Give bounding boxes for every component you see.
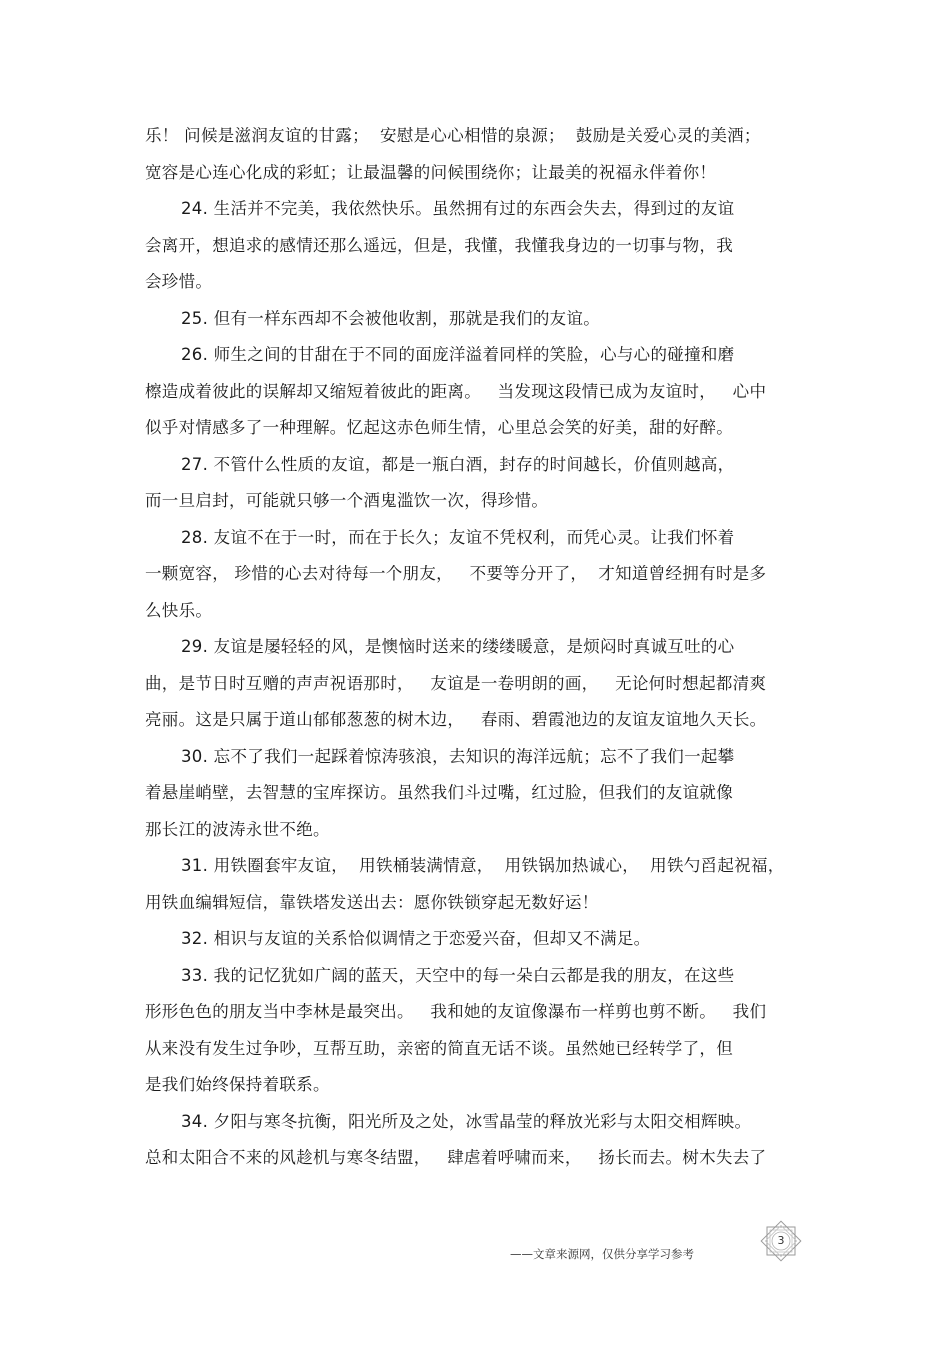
text-line: 形形色色的朋友当中李林是最突出。 我和她的友谊像瀑布一样剪也剪不断。 我们 [145,1002,767,1021]
text-line: 是我们始终保持着联系。 [145,1075,330,1094]
text-line: 么快乐。 [145,600,213,620]
text-line: 从来没有发生过争吵，互帮互助，亲密的简直无话不谈。虽然她已经转学了，但 [145,1038,733,1058]
text-line: 会离开，想追求的感情还那么遥远，但是，我懂，我懂我身边的一切事与物，我 [145,235,733,255]
text-line: 28. 友谊不在于一时，而在于长久；友谊不凭权利，而凭心灵。让我们怀着 [181,527,735,547]
text-line: 总和太阳合不来的风趁机与寒冬结盟， 肆虐着呼啸而来， 扬长而去。树木失去了 [145,1148,767,1167]
text-line: 33. 我的记忆犹如广阔的蓝天，天空中的每一朵白云都是我的朋友，在这些 [181,965,735,985]
text-line: 27. 不管什么性质的友谊，都是一瓶白酒，封存的时间越长，价值则越高， [181,454,735,474]
text-line: 29. 友谊是屡轻轻的风，是懊恼时送来的缕缕暖意，是烦闷时真诚互吐的心 [181,637,735,656]
text-line: 30. 忘不了我们一起踩着惊涛骇浪，去知识的海洋远航；忘不了我们一起攀 [181,746,735,766]
text-line: 乐！ 问候是滋润友谊的甘露； 安慰是心心相惜的泉源； 鼓励是关爱心灵的美酒； [145,126,761,145]
text-line: 而一旦启封，可能就只够一个酒鬼滥饮一次，得珍惜。 [145,491,549,510]
text-line: 25. 但有一样东西却不会被他收割，那就是我们的友谊。 [181,308,601,328]
text-line: 宽容是心连心化成的彩虹；让最温馨的问候围绕你；让最美的祝福永伴着你！ [145,162,717,182]
text-line: 那长江的波涛永世不绝。 [145,819,330,839]
text-line: 着悬崖峭壁，去智慧的宝库探访。虽然我们斗过嘴，红过脸，但我们的友谊就像 [145,783,733,802]
text-line: 24. 生活并不完美，我依然快乐。虽然拥有过的东西会失去，得到过的友谊 [181,199,735,218]
text-line: 似乎对情感多了一种理解。忆起这赤色师生情，心里总会笑的好美，甜的好醉。 [145,418,733,437]
text-line: 用铁血编辑短信，靠铁塔发送出去：愿你铁锁穿起无数好运！ [145,892,599,912]
footer-source-note: ——文章来源网，仅供分享学习参考 [510,1247,694,1261]
page-number: 3 [777,1234,785,1247]
text-line: 亮丽。这是只属于道山郁郁葱葱的树木边， 春雨、碧霞池边的友谊友谊地久天长。 [145,710,767,729]
text-line: 32. 相识与友谊的关系恰似调情之于恋爱兴奋，但却又不满足。 [181,929,651,948]
text-line: 一颗宽容， 珍惜的心去对待每一个朋友， 不要等分开了， 才知道曾经拥有时是多 [145,564,767,583]
text-line: 31. 用铁圈套牢友谊， 用铁桶装满情意， 用铁锅加热诚心， 用铁勺舀起祝福， [181,856,785,875]
page-number-badge [758,1219,804,1263]
text-line: 曲，是节日时互赠的声声祝语那时， 友谊是一卷明朗的画， 无论何时想起都清爽 [145,673,767,693]
text-line: 会珍惜。 [145,272,213,291]
text-line: 檫造成着彼此的误解却又缩短着彼此的距离。 当发现这段情已成为友谊时， 心中 [145,381,767,401]
text-line: 34. 夕阳与寒冬抗衡，阳光所及之处，冰雪晶莹的释放光彩与太阳交相辉映。 [181,1111,752,1131]
text-line: 26. 师生之间的甘甜在于不同的面庞洋溢着同样的笑脸，心与心的碰撞和磨 [181,345,735,364]
document-body [145,118,815,1177]
